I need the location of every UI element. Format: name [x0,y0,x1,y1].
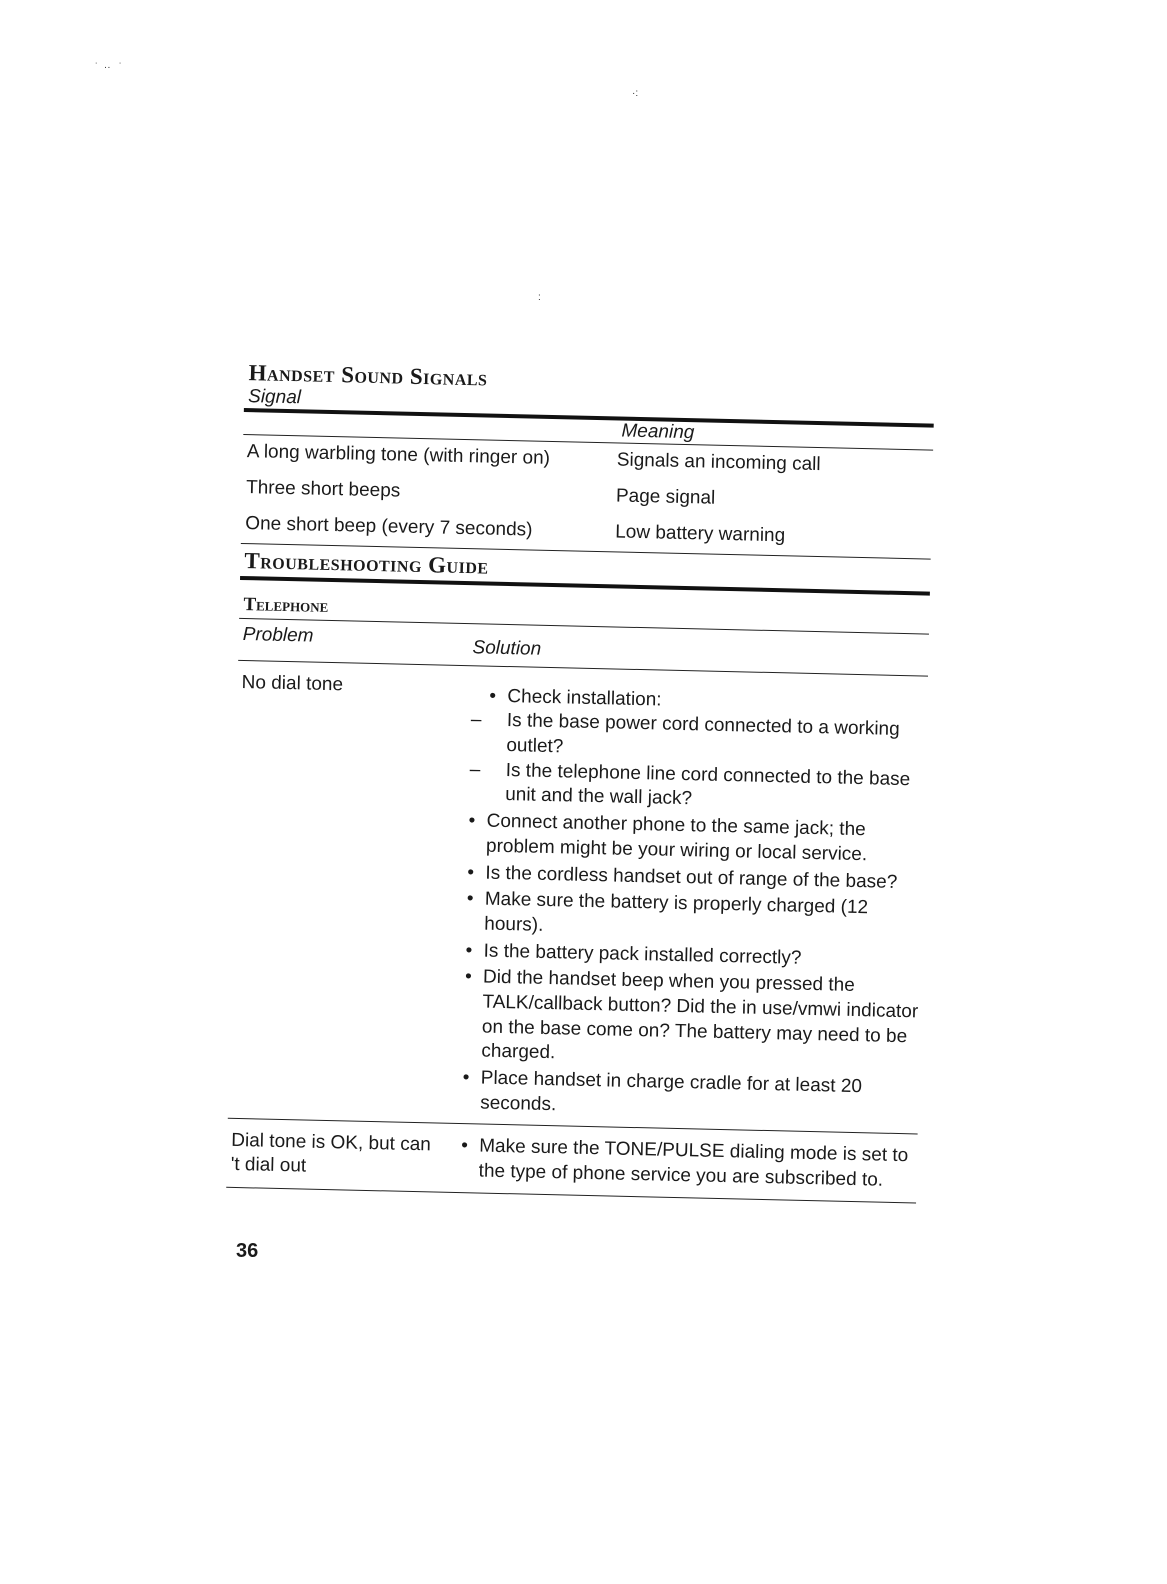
problem-cell: No dial tone [241,671,344,695]
scan-speck: ˙ ·· ˙ [95,62,123,73]
page-number: 36 [236,1240,259,1262]
meaning-cell: Page signal [615,485,716,509]
table-row [228,661,928,1134]
signal-cell: One short beep (every 7 seconds) [245,513,533,541]
column-header-meaning: Meaning [621,420,695,444]
list-item [487,684,928,817]
solution-cell [430,1134,917,1196]
list-item: • Is the cordless handset out of range of the base? [467,861,923,896]
list-item: – Is the base power cord connected to a working outlet? [470,709,927,769]
column-header-signal: Signal [247,386,302,409]
signal-cell: A long warbling tone (with ringer on) [246,441,551,469]
meaning-cell: Low battery warning [614,521,786,547]
section-title-troubleshooting-guide: Troubleshooting Guide [244,548,489,579]
list-item: • Did the handset beep when you pressed the TALK/callback button? Did the in use/vmwi indicator on the base come on? The battery may need to be charged. [463,965,921,1074]
list-item: – Is the telephone line cord connected to the base unit and the wall jack? [469,758,926,818]
solution-list [462,684,928,1126]
list-item: • Is the battery pack installed correctly? [465,939,921,974]
solution-text: Check installation: [507,685,662,711]
troubleshooting-section [226,548,930,1203]
scan-speck: ·: [632,88,639,99]
manual-page [226,360,935,1203]
solution-cell [462,676,928,1128]
solution-list [460,1134,917,1194]
column-header-solution: Solution [472,637,542,660]
list-item: • Make sure the battery is properly charged (12 hours). [466,887,923,947]
list-item: • Place handset in charge cradle for at least 20 seconds. [462,1066,919,1126]
check-sublist [469,709,927,818]
handset-sound-signals-section [241,360,935,560]
list-item: • Make sure the TONE/PULSE dialing mode is set to the type of phone service you are subscribed to. [460,1134,917,1194]
column-header-problem: Problem [242,624,314,647]
scan-speck: : [538,292,541,303]
meaning-cell: Signals an incoming call [616,449,821,476]
list-item: • Connect another phone to the same jack; the problem might be your wiring or local service. [468,809,925,869]
signal-cell: Three short beeps [245,477,401,502]
problem-cell: Dial tone is OK, but can 't dial out [230,1130,432,1177]
section-title-handset-sound-signals: Handset Sound Signals [248,360,488,391]
subsection-title-telephone: Telephone [243,594,329,617]
